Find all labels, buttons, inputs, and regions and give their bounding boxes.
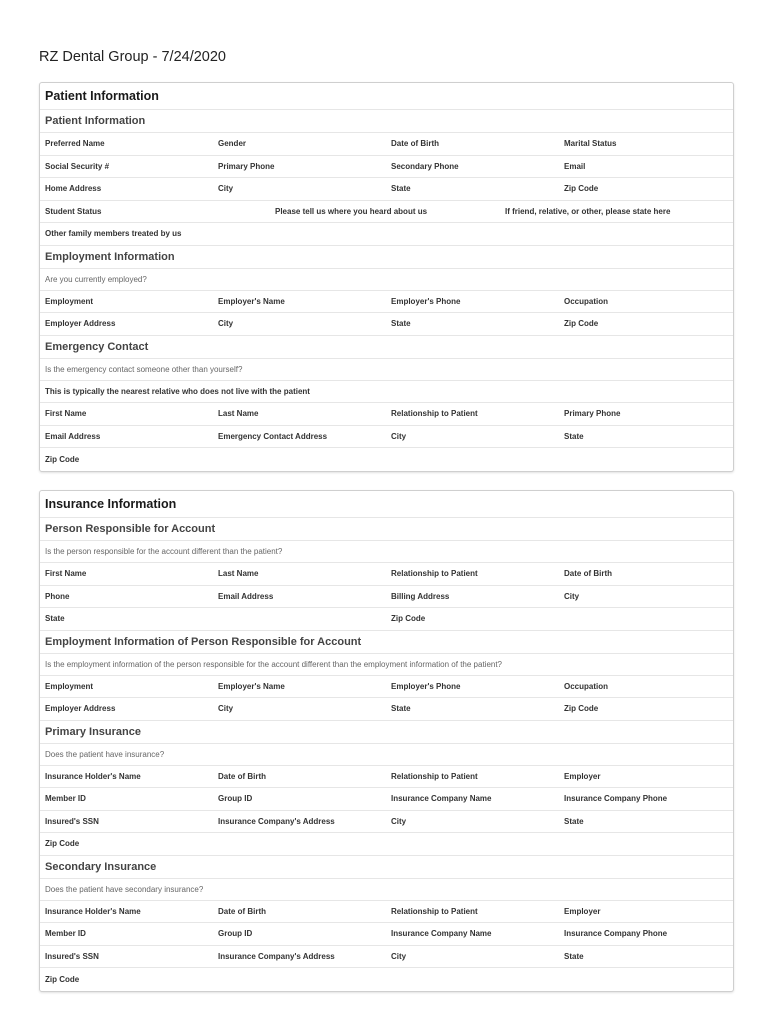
- section-title-patient-information: Patient Information: [45, 115, 146, 127]
- question-is-the-employment-information-of-the-per: Is the employment information of the person responsible for the account different than the employment information of the patient?: [45, 659, 503, 669]
- section-header: [40, 110, 733, 133]
- field-label-date-of-birth: Date of Birth: [391, 139, 439, 149]
- section-header: [40, 246, 733, 269]
- field-label-city: City: [564, 591, 580, 601]
- field-label-city: City: [391, 816, 407, 826]
- field-label-secondary-phone: Secondary Phone: [391, 161, 459, 171]
- field-label-home-address: Home Address: [45, 184, 102, 194]
- section-title-employment-information: Employment Information: [45, 250, 175, 263]
- field-label-student-status: Student Status: [45, 206, 102, 216]
- field-label-last-name: Last Name: [218, 569, 259, 579]
- section-header: [40, 336, 733, 359]
- field-row: [40, 313, 733, 336]
- field-label-last-name: Last Name: [218, 409, 259, 419]
- field-label-employer: Employer: [564, 771, 601, 781]
- field-label-employer-s-phone: Employer's Phone: [391, 296, 461, 306]
- section-header: [40, 721, 733, 744]
- field-row: [40, 833, 733, 856]
- field-label-group-id: Group ID: [218, 794, 253, 804]
- field-label-employer: Employer: [564, 906, 601, 916]
- field-label-employer-s-name: Employer's Name: [218, 296, 285, 306]
- field-row: [40, 608, 733, 631]
- field-row: [40, 448, 733, 471]
- field-label-relationship-to-patient: Relationship to Patient: [391, 771, 478, 781]
- field-label-zip-code: Zip Code: [564, 704, 599, 714]
- field-label-state: State: [391, 704, 411, 714]
- field-label-relationship-to-patient: Relationship to Patient: [391, 409, 478, 419]
- field-row: [40, 676, 733, 699]
- field-label-relationship-to-patient: Relationship to Patient: [391, 569, 478, 579]
- field-label-zip-code: Zip Code: [564, 319, 599, 329]
- field-label-insurance-holder-s-name: Insurance Holder's Name: [45, 906, 141, 916]
- field-row: [40, 426, 733, 449]
- field-label-marital-status: Marital Status: [564, 139, 617, 149]
- section-header: [40, 631, 733, 654]
- field-label-email: Email: [564, 161, 586, 171]
- field-label-employer-s-phone: Employer's Phone: [391, 681, 461, 691]
- field-row: [40, 698, 733, 721]
- field-label-zip-code: Zip Code: [391, 614, 426, 624]
- field-label-first-name: First Name: [45, 569, 87, 579]
- field-label-employment: Employment: [45, 681, 94, 691]
- field-label-state: State: [564, 431, 584, 441]
- field-label-other-family-members-treated-by-us: Other family members treated by us: [45, 229, 182, 239]
- field-label-state: State: [564, 816, 584, 826]
- field-label-zip-code: Zip Code: [564, 184, 599, 194]
- field-label-zip-code: Zip Code: [45, 974, 80, 984]
- question-does-the-patient-have-insurance: Does the patient have insurance?: [45, 749, 165, 759]
- field-label-date-of-birth: Date of Birth: [218, 906, 266, 916]
- field-row: [40, 403, 733, 426]
- field-row: [40, 133, 733, 156]
- field-label-occupation: Occupation: [564, 681, 609, 691]
- card-title: Insurance Information: [45, 497, 177, 511]
- field-label-employer-address: Employer Address: [45, 704, 116, 714]
- field-label-occupation: Occupation: [564, 296, 609, 306]
- card-title-row: [40, 491, 733, 518]
- field-label-social-security: Social Security #: [45, 161, 110, 171]
- field-label-employer-address: Employer Address: [45, 319, 116, 329]
- field-label-insurance-company-name: Insurance Company Name: [391, 794, 492, 804]
- field-label-insurance-company-s-address: Insurance Company's Address: [218, 951, 335, 961]
- field-label-employment: Employment: [45, 296, 94, 306]
- field-row: [40, 923, 733, 946]
- field-row: [40, 788, 733, 811]
- field-label-preferred-name: Preferred Name: [45, 139, 105, 149]
- question-row: [40, 654, 733, 676]
- section-title-person-responsible-for-account: Person Responsible for Account: [45, 523, 216, 535]
- question-is-the-emergency-contact-someone-other-t: Is the emergency contact someone other than yourself?: [45, 364, 243, 374]
- field-row: [40, 156, 733, 179]
- field-label-state: State: [391, 184, 411, 194]
- field-label-this-is-typically-the-nearest-relative-w: This is typically the nearest relative who does not live with the patient: [45, 386, 310, 396]
- field-label-insurance-company-name: Insurance Company Name: [391, 929, 492, 939]
- question-is-the-person-responsible-for-the-accoun: Is the person responsible for the account different than the patient?: [45, 547, 283, 556]
- field-label-insured-s-ssn: Insured's SSN: [45, 816, 99, 826]
- field-label-employer-s-name: Employer's Name: [218, 681, 285, 691]
- field-label-city: City: [218, 319, 234, 329]
- section-title-primary-insurance: Primary Insurance: [45, 725, 141, 738]
- field-label-insurance-company-s-address: Insurance Company's Address: [218, 816, 335, 826]
- field-row: [40, 201, 733, 224]
- field-row: [40, 766, 733, 789]
- question-row: [40, 359, 733, 381]
- field-label-member-id: Member ID: [45, 929, 86, 939]
- section-header: [40, 856, 733, 879]
- question-row: [40, 879, 733, 901]
- field-label-insured-s-ssn: Insured's SSN: [45, 951, 99, 961]
- field-label-primary-phone: Primary Phone: [218, 161, 275, 171]
- section-title-employment-information-of-person-respons: Employment Information of Person Responsible for Account: [45, 635, 362, 648]
- insurance-information-card: [39, 490, 734, 992]
- card-title-row: [40, 83, 733, 110]
- field-label-zip-code: Zip Code: [45, 454, 80, 464]
- field-label-insurance-company-phone: Insurance Company Phone: [564, 929, 668, 939]
- field-label-city: City: [218, 184, 234, 194]
- field-row: [40, 178, 733, 201]
- field-label-date-of-birth: Date of Birth: [218, 771, 266, 781]
- section-title-secondary-insurance: Secondary Insurance: [45, 860, 157, 873]
- question-row: [40, 541, 733, 563]
- question-row: [40, 269, 733, 291]
- field-row: [40, 586, 733, 609]
- question-does-the-patient-have-secondary-insuranc: Does the patient have secondary insurance?: [45, 884, 204, 894]
- insurance-form-rows: [40, 518, 733, 991]
- section-header: [40, 518, 733, 541]
- field-label-first-name: First Name: [45, 409, 87, 419]
- field-label-phone: Phone: [45, 591, 70, 601]
- field-label-state: State: [564, 951, 584, 961]
- question-are-you-currently-employed: Are you currently employed?: [45, 274, 147, 284]
- field-label-please-tell-us-where-you-heard-about-us: Please tell us where you heard about us: [275, 206, 428, 216]
- field-label-state: State: [391, 319, 411, 329]
- field-label-if-friend-relative-or-other-please-state: If friend, relative, or other, please state here: [505, 206, 671, 216]
- field-label-member-id: Member ID: [45, 794, 86, 804]
- field-label-zip-code: Zip Code: [45, 839, 80, 849]
- field-row: [40, 968, 733, 991]
- field-label-email-address: Email Address: [218, 591, 274, 601]
- field-label-gender: Gender: [218, 139, 247, 149]
- field-row: [40, 946, 733, 969]
- field-label-email-address: Email Address: [45, 431, 101, 441]
- card-title: Patient Information: [45, 89, 159, 103]
- field-label-relationship-to-patient: Relationship to Patient: [391, 906, 478, 916]
- field-row: [40, 223, 733, 246]
- section-title-emergency-contact: Emergency Contact: [45, 340, 149, 353]
- patient-form-rows: [40, 110, 733, 471]
- field-label-primary-phone: Primary Phone: [564, 409, 621, 419]
- field-row: [40, 811, 733, 834]
- field-row: [40, 901, 733, 924]
- field-label-group-id: Group ID: [218, 929, 253, 939]
- field-row: [40, 381, 733, 404]
- field-label-city: City: [218, 704, 234, 714]
- field-label-date-of-birth: Date of Birth: [564, 569, 612, 579]
- field-label-city: City: [391, 951, 407, 961]
- page-title: RZ Dental Group - 7/24/2020: [39, 49, 226, 65]
- field-row: [40, 291, 733, 314]
- patient-information-card: [39, 82, 734, 472]
- field-label-emergency-contact-address: Emergency Contact Address: [218, 431, 328, 441]
- field-label-state: State: [45, 614, 65, 624]
- field-label-billing-address: Billing Address: [391, 591, 450, 601]
- field-row: [40, 563, 733, 586]
- field-label-insurance-company-phone: Insurance Company Phone: [564, 794, 668, 804]
- question-row: [40, 744, 733, 766]
- field-label-city: City: [391, 431, 407, 441]
- field-label-insurance-holder-s-name: Insurance Holder's Name: [45, 771, 141, 781]
